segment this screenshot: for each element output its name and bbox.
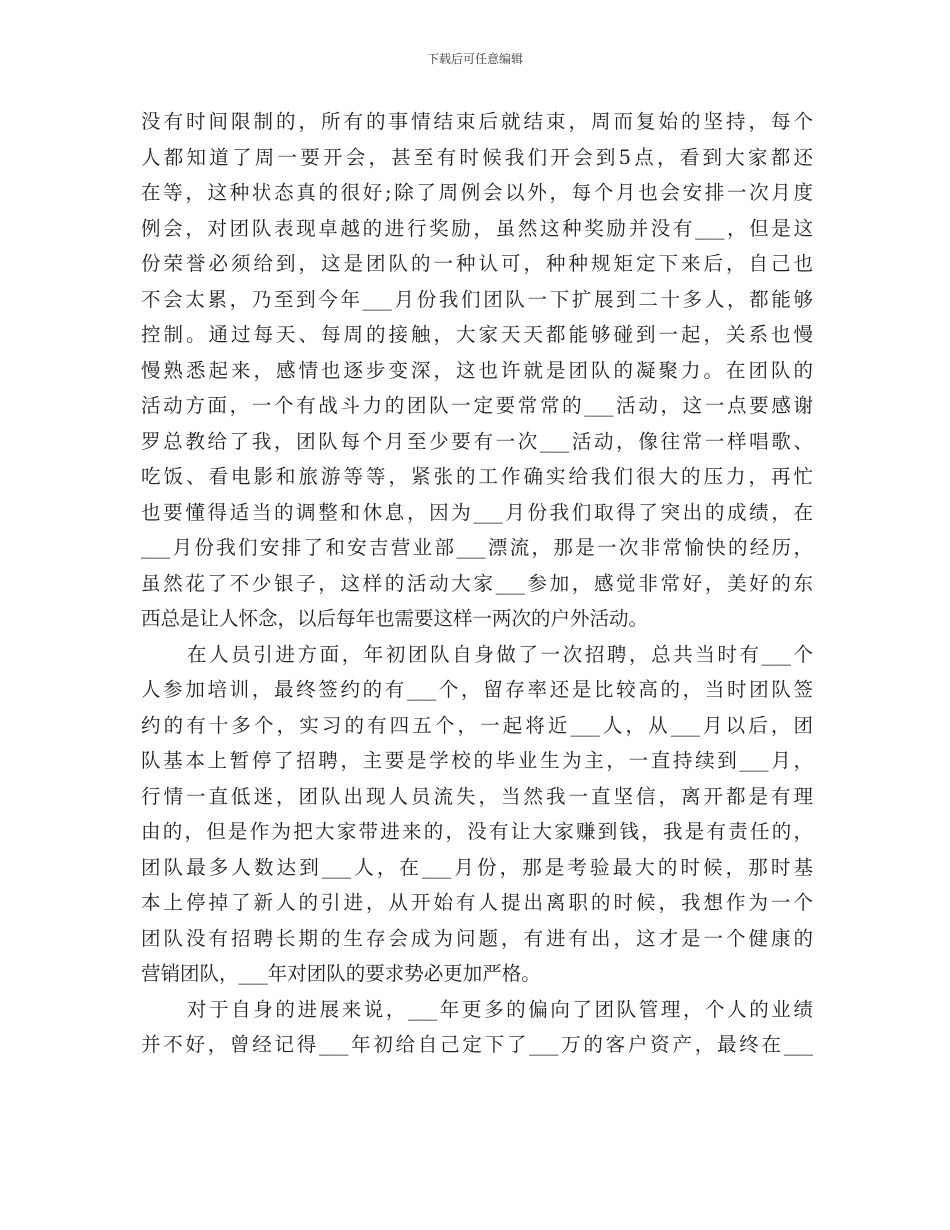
text-line: 慢熟悉起来，感情也逐步变深，这也许就是团队的凝聚力。在团队的	[141, 358, 813, 382]
text-line: 虽然花了不少银子，这样的活动大家___参加，感觉非常好，美好的东	[141, 571, 813, 595]
text-line: 对于自身的进展来说，___年更多的偏向了团队管理，个人的业绩	[187, 997, 813, 1021]
text-line: 例会，对团队表现卓越的进行奖励，虽然这种奖励并没有___，但是这	[141, 216, 813, 240]
text-line: 人都知道了周一要开会，甚至有时候我们开会到5点，看到大家都还	[141, 145, 813, 169]
text-line: 吃饭、看电影和旅游等等，紧张的工作确实给我们很大的压力，再忙	[141, 465, 813, 488]
text-line: 西总是让人怀念，以后每年也需要这样一两次的户外活动。	[141, 607, 649, 630]
text-line: 份荣誉必须给到，这是团队的一种认可，种种规矩定下来后，自己也	[141, 252, 813, 275]
text-line: 团队没有招聘长期的生存会成为问题，有进有出，这才是一个健康的	[141, 926, 813, 950]
text-line: 行情一直低迷，团队出现人员流失，当然我一直坚信，离开都是有理	[141, 784, 813, 808]
text-line: 罗总教给了我，团队每个月至少要有一次___活动，像往常一样唱歌、	[141, 429, 813, 453]
text-line: 在人员引进方面，年初团队自身做了一次招聘，总共当时有___个	[187, 642, 813, 666]
text-line: 团队最多人数达到___人，在___月份，那是考验最大的时候，那时基	[141, 855, 813, 879]
document-body	[141, 104, 813, 1063]
text-line: 不会太累，乃至到今年___月份我们团队一下扩展到二十多人，都能够	[141, 287, 813, 311]
text-line: 本上停掉了新人的引进，从开始有人提出离职的时候，我想作为一个	[141, 891, 813, 914]
text-line: ___月份我们安排了和安吉营业部___漂流，那是一次非常愉快的经历，	[141, 536, 813, 559]
text-line: 没有时间限制的，所有的事情结束后就结束，周而复始的坚持，每个	[141, 110, 813, 133]
text-line: 队基本上暂停了招聘，主要是学校的毕业生为主，一直持续到___月，	[141, 749, 813, 772]
text-line: 人参加培训，最终签约的有___个，留存率还是比较高的，当时团队签	[141, 678, 813, 701]
text-line: 也要懂得适当的调整和休息，因为___月份我们取得了突出的成绩，在	[141, 500, 813, 524]
text-line: 由的，但是作为把大家带进来的，没有让大家赚到钱，我是有责任的，	[141, 820, 813, 843]
text-line: 活动方面，一个有战斗力的团队一定要常常的___活动，这一点要感谢	[141, 394, 813, 417]
text-line: 约的有十多个，实习的有四五个，一起将近___人，从___月以后，团	[141, 713, 813, 737]
text-line: 营销团队，___年对团队的要求势必更加严格。	[141, 962, 541, 985]
text-line: 在等，这种状态真的很好;除了周例会以外，每个月也会安排一次月度	[141, 181, 813, 204]
text-line: 并不好，曾经记得___年初给自己定下了___万的客户资产，最终在___	[141, 1033, 813, 1056]
page-header: 下载后可任意编辑	[426, 52, 523, 66]
text-line: 控制。通过每天、每周的接触，大家天天都能够碰到一起，关系也慢	[141, 323, 813, 346]
